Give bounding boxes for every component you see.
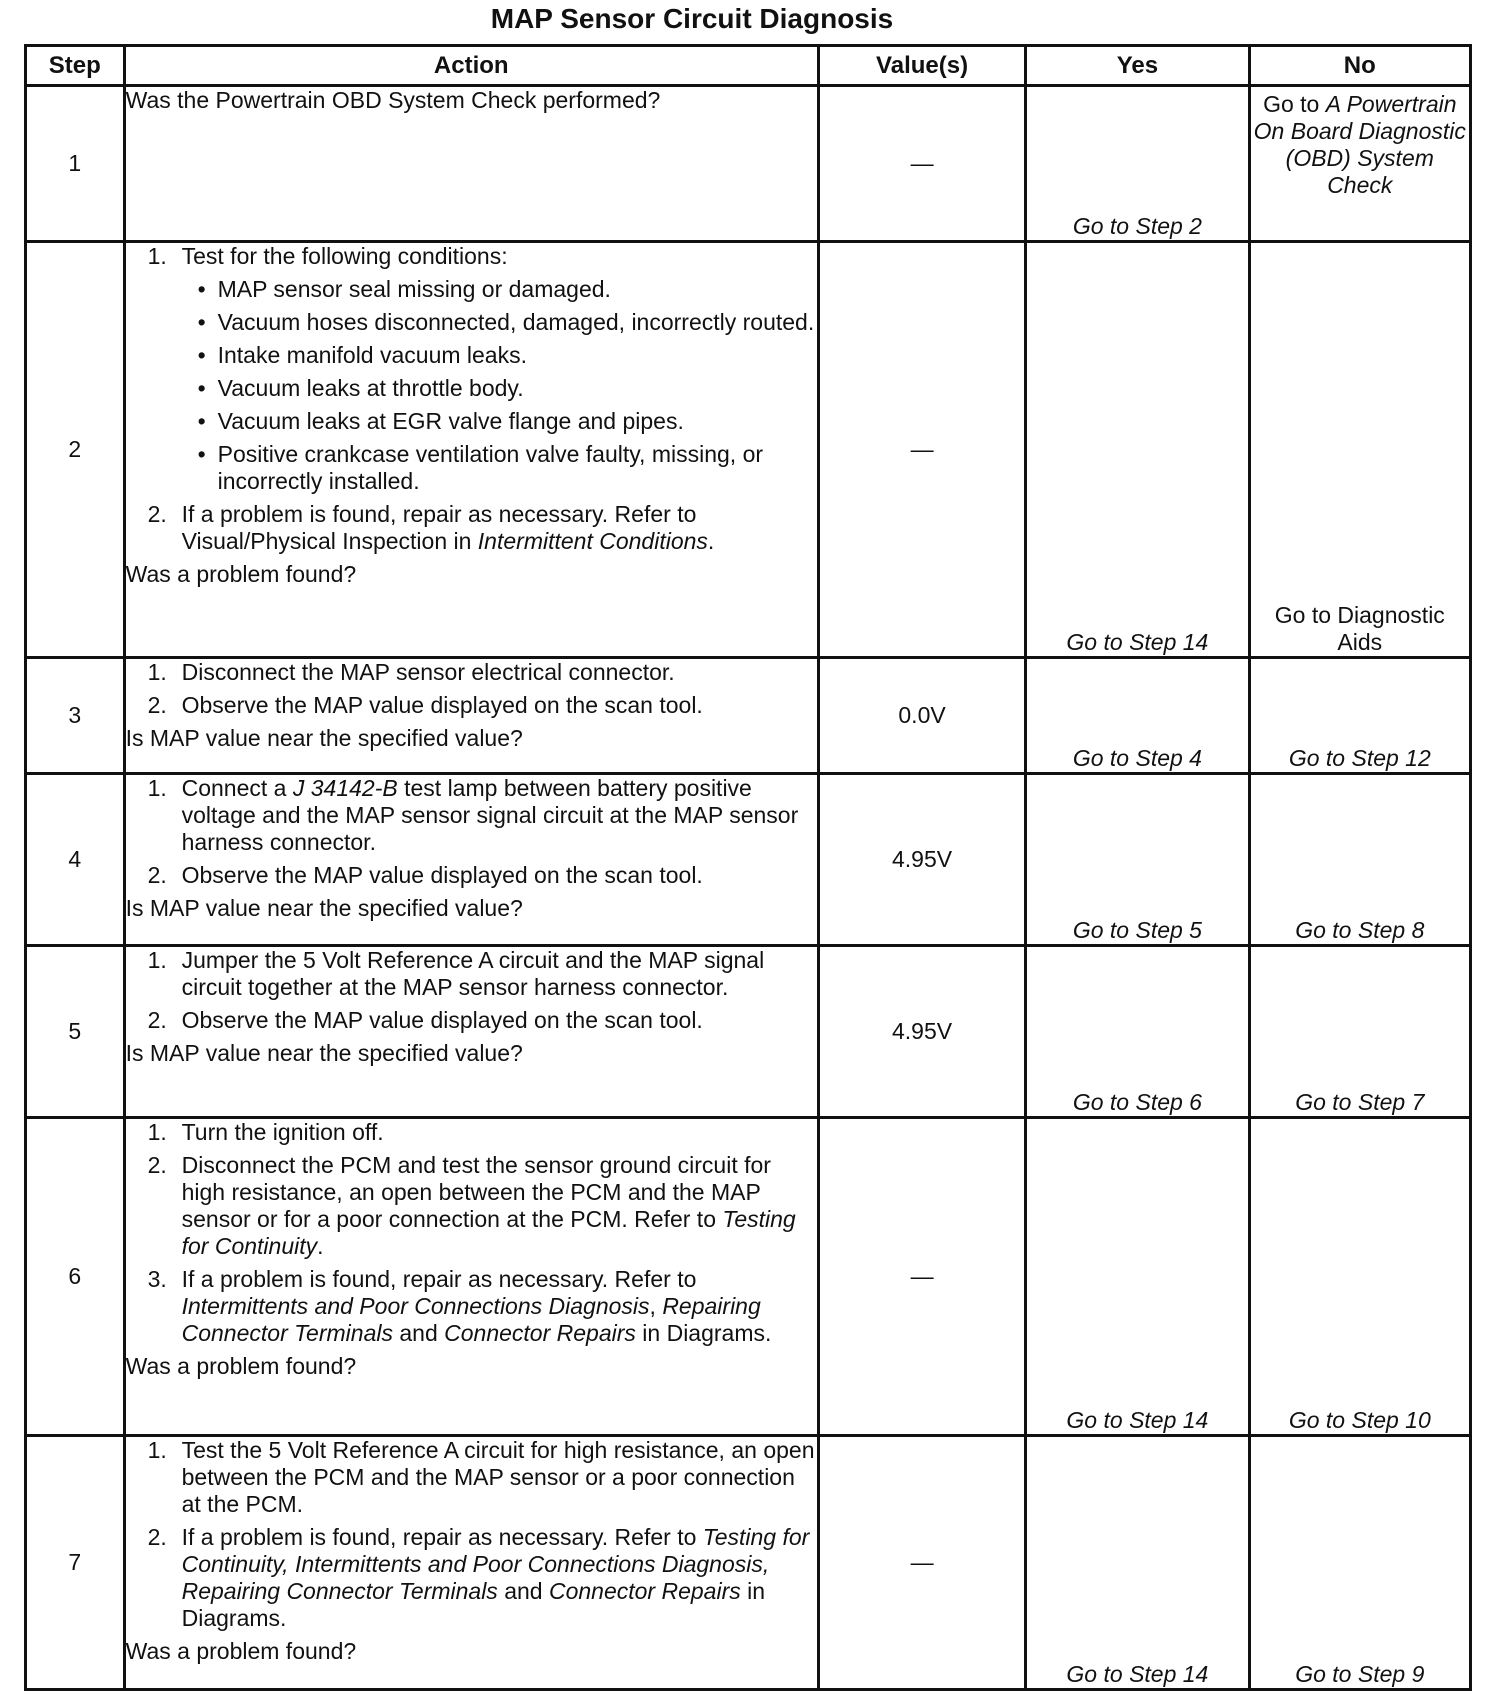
action-text: . xyxy=(317,1233,324,1259)
action-list xyxy=(126,1119,817,1347)
no-prefix: Go to xyxy=(1263,91,1326,117)
action-list xyxy=(126,775,817,889)
step-number: 2 xyxy=(26,242,125,658)
condition-item: • Positive crankcase ventilation valve faulty, missing, or incorrectly installed. xyxy=(218,441,817,495)
action-item: Observe the MAP value displayed on the scan tool. xyxy=(181,692,703,718)
action-text: and xyxy=(497,1578,549,1604)
yes-cell: Go to Step 14 xyxy=(1026,242,1249,658)
no-cell: Go to Step 8 xyxy=(1249,774,1470,946)
action-item: Jumper the 5 Volt Reference A circuit and the MAP signal circuit together at the MAP sensor harness connector. xyxy=(181,947,765,1000)
action-item xyxy=(182,1152,817,1260)
no-cell: Go to Step 12 xyxy=(1249,658,1470,774)
reference: Connector Repairs xyxy=(444,1320,636,1346)
header-action: Action xyxy=(124,46,818,86)
action-text: If a problem is found, repair as necessary. Refer to xyxy=(181,1524,703,1550)
yes-cell: Go to Step 6 xyxy=(1026,946,1249,1118)
value-cell: 4.95V xyxy=(818,946,1025,1118)
step-number: 3 xyxy=(26,658,125,774)
tool-reference: J 34142-B xyxy=(292,775,398,801)
reference: Testing for Continuity, Intermittents and Poor Connections Diagnosis, Repairing Connector Terminals xyxy=(181,1524,810,1604)
table-row xyxy=(26,946,1471,1118)
value-cell: 4.95V xyxy=(818,774,1025,946)
value-cell: — xyxy=(818,86,1025,242)
action-item xyxy=(182,1524,817,1632)
condition-item: • Intake manifold vacuum leaks. xyxy=(218,342,817,369)
value-cell: — xyxy=(818,242,1025,658)
action-cell xyxy=(124,946,818,1118)
value-cell: — xyxy=(818,1436,1025,1690)
header-row xyxy=(26,46,1471,86)
condition-list xyxy=(182,276,817,495)
action-text: , xyxy=(649,1293,663,1319)
condition-item: • Vacuum hoses disconnected, damaged, incorrectly routed. xyxy=(218,309,817,336)
question: Is MAP value near the specified value? xyxy=(125,1040,523,1066)
action-text: If a problem is found, repair as necessary. Refer to xyxy=(181,1266,697,1292)
no-cell xyxy=(1249,86,1470,242)
question: Was a problem found? xyxy=(125,561,357,587)
no-cell: Go to Step 10 xyxy=(1249,1118,1470,1436)
diagnosis-table xyxy=(24,44,1472,1691)
action-text: and xyxy=(392,1320,445,1346)
reference: Connector Repairs xyxy=(548,1578,741,1604)
action-cell xyxy=(124,1118,818,1436)
action-cell xyxy=(124,1436,818,1690)
question: Was a problem found? xyxy=(125,1353,357,1379)
action-text: Disconnect the PCM and test the sensor ground circuit for high resistance, an open between the PCM and the MAP sensor or for a poor connection at the PCM. Refer to xyxy=(181,1152,771,1232)
action-item: Observe the MAP value displayed on the scan tool. xyxy=(181,1007,703,1033)
condition-item: • Vacuum leaks at EGR valve flange and pipes. xyxy=(218,408,817,435)
action-text: Connect a xyxy=(181,775,293,801)
step-number: 6 xyxy=(26,1118,125,1436)
yes-cell: Go to Step 2 xyxy=(1026,86,1249,242)
no-cell: Go to Diagnostic Aids xyxy=(1249,242,1470,658)
reference: Intermittent Conditions xyxy=(477,528,708,554)
value-cell: — xyxy=(818,1118,1025,1436)
step-number: 4 xyxy=(26,774,125,946)
action-cell xyxy=(124,86,818,242)
yes-cell: Go to Step 14 xyxy=(1026,1118,1249,1436)
action-text: in xyxy=(740,1578,766,1604)
no-reference: A Powertrain On Board Diagnostic (OBD) System Check xyxy=(1253,91,1466,198)
action-text: Diagrams. xyxy=(666,1320,772,1346)
table-row xyxy=(26,86,1471,242)
action-text: test lamp between battery positive voltage and the MAP sensor signal circuit at the MAP sensor harness connector. xyxy=(181,775,799,855)
step-number: 1 xyxy=(26,86,125,242)
action-list xyxy=(126,947,817,1034)
reference: Intermittents and Poor Connections Diagnosis xyxy=(181,1293,650,1319)
action-text: If a problem is found, repair as necessary. Refer to Visual/Physical Inspection in xyxy=(181,501,697,554)
action-text: Test for the following conditions: xyxy=(181,243,508,269)
yes-cell: Go to Step 14 xyxy=(1026,1436,1249,1690)
action-item: Observe the MAP value displayed on the scan tool. xyxy=(181,862,703,888)
action-text: in xyxy=(635,1320,667,1346)
action-text: . xyxy=(707,528,715,554)
value-cell: 0.0V xyxy=(818,658,1025,774)
header-yes: Yes xyxy=(1026,46,1249,86)
no-cell: Go to Step 7 xyxy=(1249,946,1470,1118)
action-item xyxy=(182,1266,817,1347)
table-row xyxy=(26,774,1471,946)
question: Was a problem found? xyxy=(125,1638,357,1664)
action-item xyxy=(182,501,817,555)
condition-item: • MAP sensor seal missing or damaged. xyxy=(218,276,817,303)
condition-item: • Vacuum leaks at throttle body. xyxy=(218,375,817,402)
table-row xyxy=(26,242,1471,658)
action-list xyxy=(126,243,817,555)
question: Is MAP value near the specified value? xyxy=(125,895,523,921)
action-text: Diagrams. xyxy=(181,1605,287,1631)
header-step: Step xyxy=(26,46,125,86)
action-cell xyxy=(124,242,818,658)
action-item: Disconnect the MAP sensor electrical connector. xyxy=(181,659,675,685)
header-no: No xyxy=(1249,46,1470,86)
action-list xyxy=(126,1437,817,1632)
question: Was the Powertrain OBD System Check performed? xyxy=(125,87,661,113)
yes-cell: Go to Step 4 xyxy=(1026,658,1249,774)
action-cell xyxy=(124,774,818,946)
table-row xyxy=(26,1118,1471,1436)
page-title xyxy=(0,0,1504,37)
step-number: 5 xyxy=(26,946,125,1118)
yes-cell: Go to Step 5 xyxy=(1026,774,1249,946)
reference: Testing for Continuity xyxy=(181,1206,796,1259)
question: Is MAP value near the specified value? xyxy=(125,725,523,751)
reference: Repairing Connector Terminals xyxy=(181,1293,761,1346)
action-cell xyxy=(124,658,818,774)
page-title-text: MAP Sensor Circuit Diagnosis xyxy=(490,3,894,34)
action-item: Test the 5 Volt Reference A circuit for high resistance, an open between the PCM and the MAP sensor or a poor connection at the PCM. xyxy=(181,1437,815,1517)
action-item xyxy=(182,775,817,856)
action-item xyxy=(182,243,817,495)
action-list xyxy=(126,659,817,719)
table-row xyxy=(26,658,1471,774)
step-number: 7 xyxy=(26,1436,125,1690)
no-cell: Go to Step 9 xyxy=(1249,1436,1470,1690)
header-values: Value(s) xyxy=(818,46,1025,86)
table-row xyxy=(26,1436,1471,1690)
action-item: Turn the ignition off. xyxy=(181,1119,384,1145)
